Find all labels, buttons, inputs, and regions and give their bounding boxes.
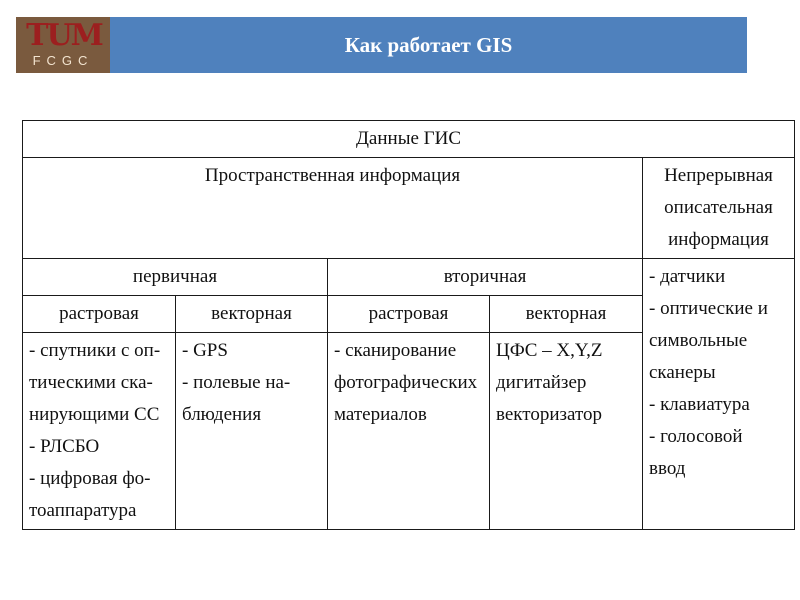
raster-primary-items	[23, 333, 176, 530]
list-item: - датчики	[649, 266, 726, 287]
slide-title: Как работает GIS	[344, 33, 513, 57]
logo	[16, 17, 110, 73]
list-item: - оптические и	[649, 298, 768, 319]
list-item: символьные	[649, 330, 748, 351]
vector-primary-items	[176, 333, 328, 530]
list-item: - спутники с оп-	[29, 340, 161, 361]
list-item: материалов	[334, 404, 427, 425]
list-item: - клавиатура	[649, 394, 750, 415]
continuous-items-cell	[643, 259, 795, 530]
logo-sub-text: FCGC	[32, 53, 94, 68]
continuous-info-header	[643, 158, 795, 259]
continuous-header-line: информация	[668, 229, 769, 250]
raster-secondary-items	[328, 333, 490, 530]
gis-data-table	[22, 120, 795, 530]
list-item: тическими ска-	[29, 372, 153, 393]
vector-secondary-header: векторная	[490, 296, 643, 333]
list-item: фотографических	[334, 372, 478, 393]
list-item: - РЛСБО	[29, 436, 100, 457]
vector-primary-header: векторная	[176, 296, 328, 333]
list-item: нирующими СС	[29, 404, 160, 425]
list-item: векторизатор	[496, 404, 602, 425]
list-item: блюдения	[182, 404, 262, 425]
continuous-header-line: Непрерывная	[664, 165, 773, 186]
spatial-info-header: Пространственная информация	[23, 158, 643, 259]
continuous-header-line: описательная	[664, 197, 773, 218]
raster-secondary-header: растровая	[328, 296, 490, 333]
list-item: дигитайзер	[496, 372, 587, 393]
primary-header: первичная	[23, 259, 328, 296]
list-item: - GPS	[182, 340, 228, 361]
secondary-header: вторичная	[328, 259, 643, 296]
list-item: тоаппаратура	[29, 500, 137, 521]
table-title-cell: Данные ГИС	[23, 121, 795, 158]
list-item: - полевые на-	[182, 372, 291, 393]
list-item: - цифровая фо-	[29, 468, 151, 489]
raster-primary-header: растровая	[23, 296, 176, 333]
logo-main-text: TUM	[26, 18, 102, 53]
title-bar	[16, 17, 747, 73]
list-item: - сканирование	[334, 340, 457, 361]
list-item: - голосовой	[649, 426, 743, 447]
list-item: сканеры	[649, 362, 716, 383]
list-item: ввод	[649, 458, 686, 479]
vector-secondary-items	[490, 333, 643, 530]
list-item: ЦФС – X,Y,Z	[496, 340, 603, 361]
